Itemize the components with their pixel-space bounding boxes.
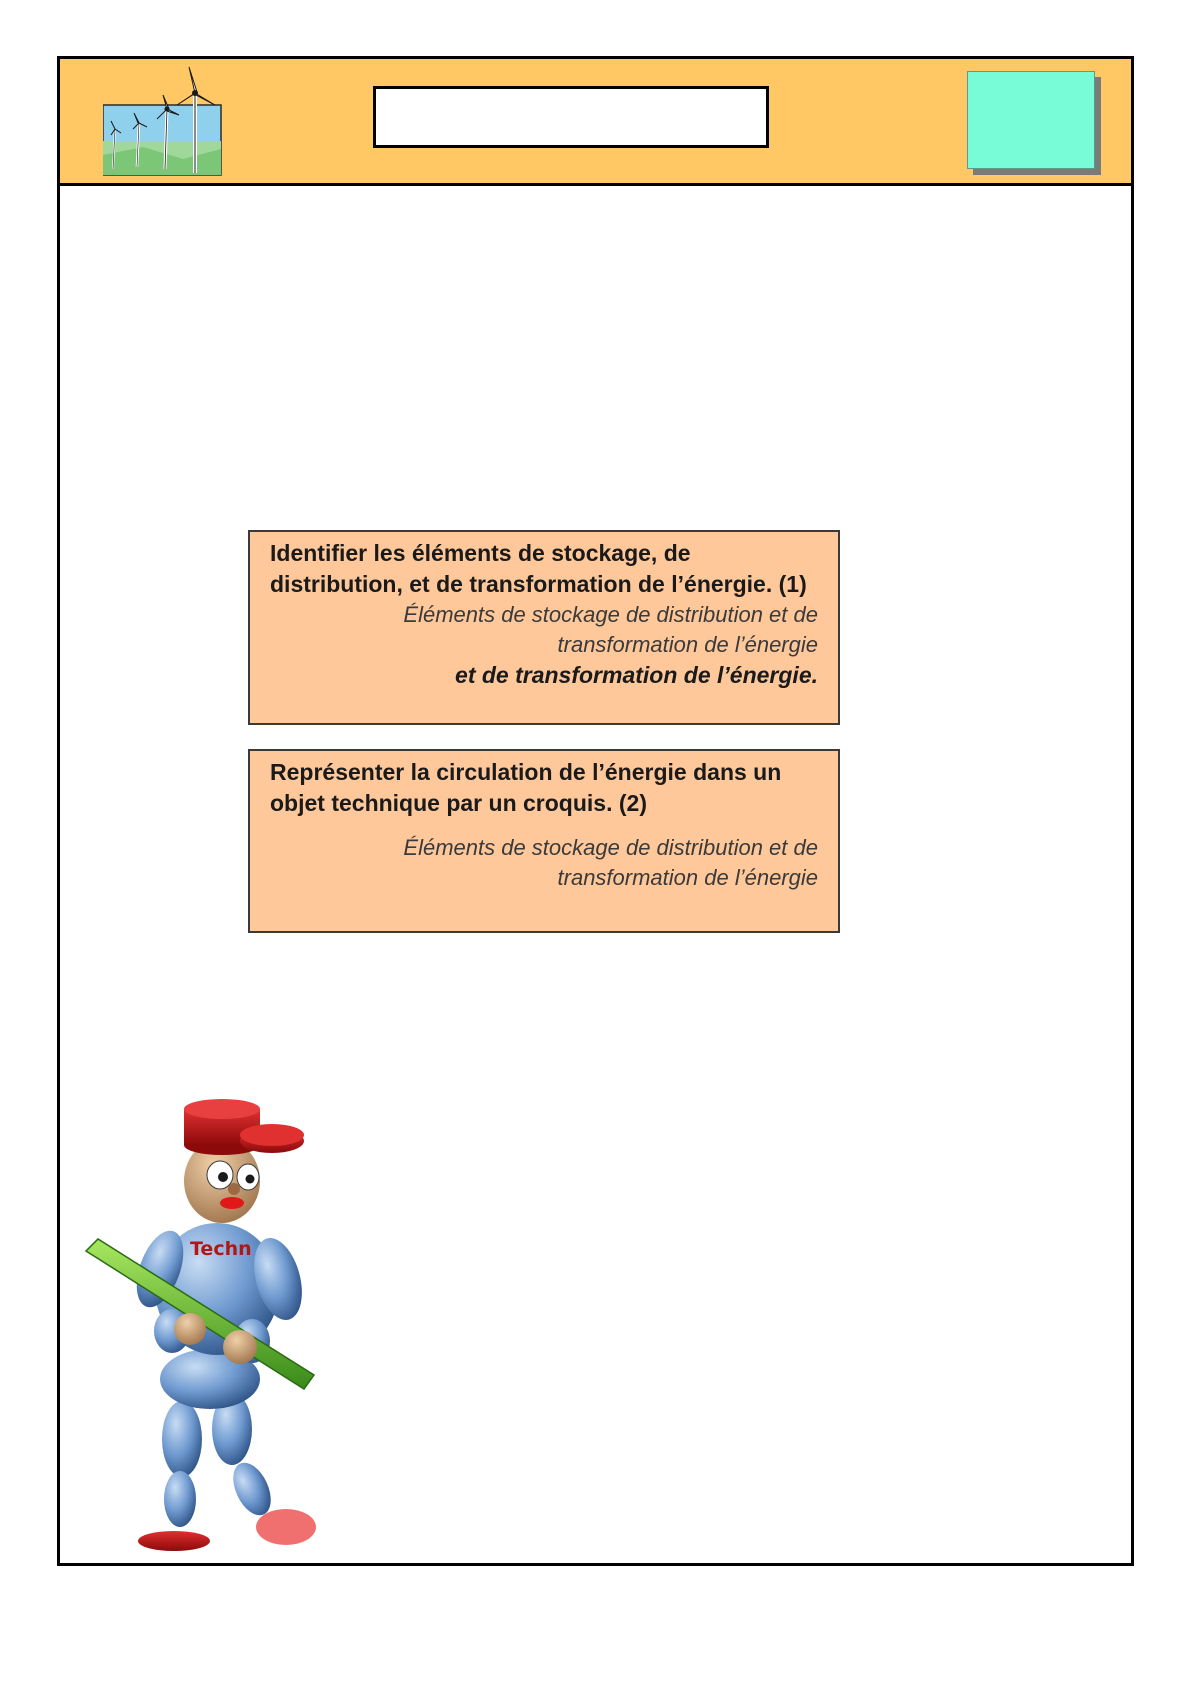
- objective-box-1: [248, 530, 840, 725]
- objective-title: Représenter la circulation de l’énergie dans un objet technique par un croquis. (2): [270, 759, 782, 816]
- mascot-shirt-text: Techn: [190, 1238, 252, 1260]
- objective-reference: transformation de l’énergie: [557, 865, 818, 890]
- header-band: [60, 59, 1131, 186]
- objective-reference: Éléments de stockage de distribution et de: [403, 835, 818, 860]
- objective-emphasis: et de transformation de l’énergie.: [455, 662, 818, 688]
- objective-reference: Éléments de stockage de distribution et de: [403, 602, 818, 627]
- title-box: [373, 86, 769, 148]
- wind-turbines-icon: [103, 63, 227, 179]
- techno-mascot-icon: [82, 1079, 332, 1557]
- objective-box-2: [248, 749, 840, 933]
- objective-reference: transformation de l’énergie: [557, 632, 818, 657]
- corner-box: [967, 71, 1095, 169]
- page-frame: [57, 56, 1134, 1566]
- objective-title: Identifier les éléments de stockage, de distribution, et de transformation de l’énergie. (1): [270, 540, 807, 597]
